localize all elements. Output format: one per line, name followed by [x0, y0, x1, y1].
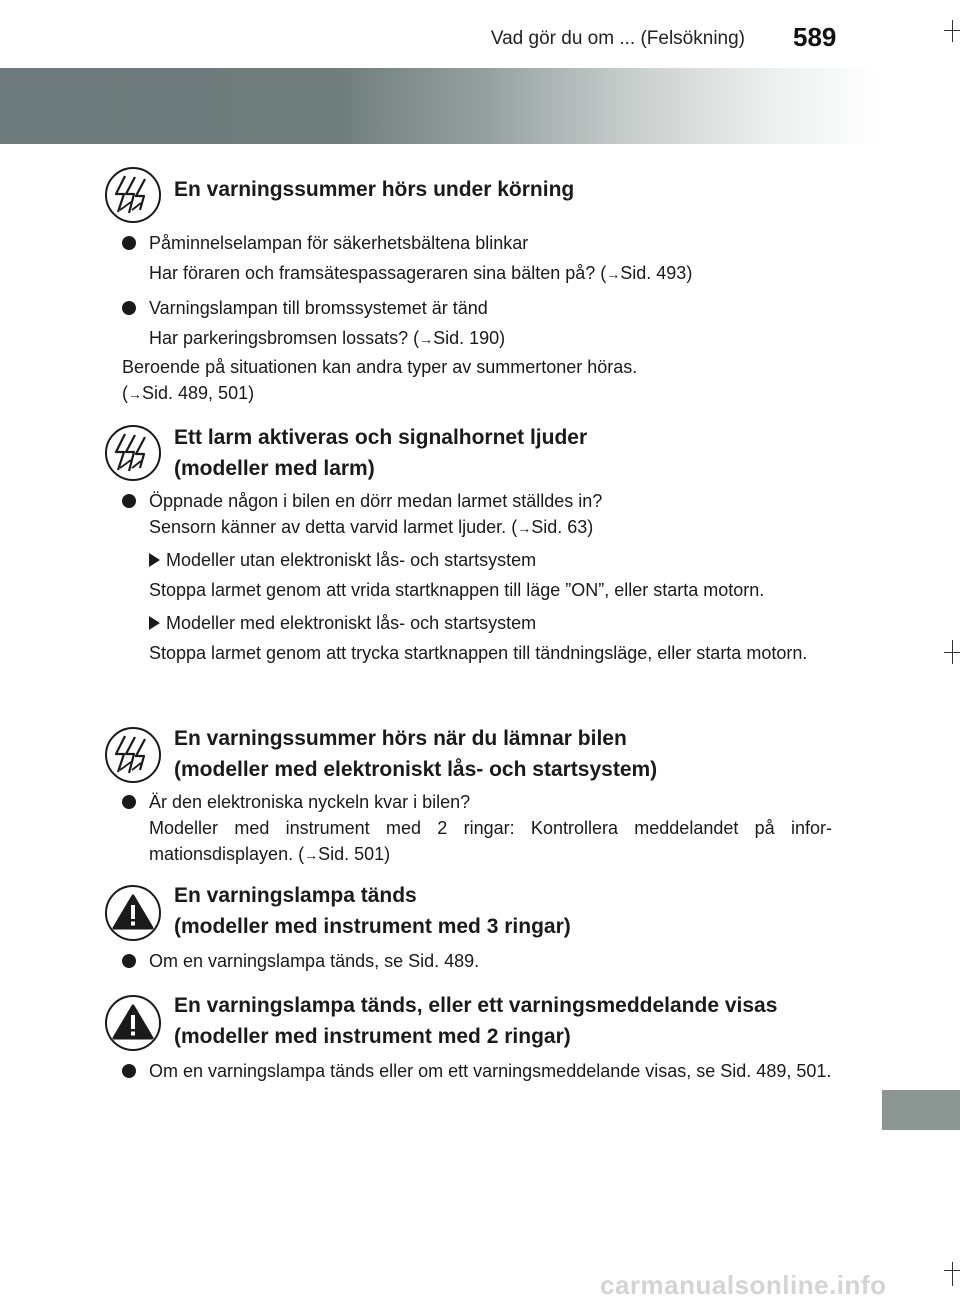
bullet-icon [122, 301, 136, 315]
buzzer-warning-icon [104, 726, 162, 784]
bullet-icon [122, 795, 136, 809]
bullet-icon [122, 1064, 136, 1078]
bullet-icon [122, 954, 136, 968]
list-item: Är den elektroniska nyckeln kvar i bilen? Modeller med instrument med 2 ringar: Kontrollera meddelandet på infor-mationsdisplayen. (→Sid. 501) [122, 789, 832, 868]
header-band [0, 68, 880, 144]
header-title: Vad gör du om ... (Felsökning) [490, 28, 745, 49]
section-seatbelt-buzzer [122, 166, 832, 407]
section-title: En varningssummer hörs när du lämnar bilen (modeller med elektroniskt lås- och startsystem) [174, 727, 658, 781]
list-item: Om en varningslampa tänds, se Sid. 489. [122, 948, 832, 974]
section-title: En varningssummer hörs under körning [174, 178, 575, 201]
side-tab [882, 1090, 960, 1130]
page-number: 589 [793, 22, 837, 52]
page-header [0, 22, 960, 62]
caution-triangle-icon [104, 884, 162, 942]
list-item: Varningslampan till bromssystemet är tänd Har parkeringsbromsen lossats? (→Sid. 190) [122, 295, 832, 352]
section-alarm [122, 422, 832, 665]
variant-label: Modeller med elektroniskt lås- och startsystem [122, 610, 832, 636]
section-warning-light-3 [122, 880, 832, 974]
section-leaving-car [122, 723, 832, 868]
caution-triangle-icon [104, 994, 162, 1052]
buzzer-warning-icon [104, 424, 162, 482]
section-note: Beroende på situationen kan andra typer av summertoner höras. (→Sid. 489, 501) [122, 357, 638, 403]
list-item: Om en varningslampa tänds eller om ett varningsmeddelande visas, se Sid. 489, 501. [122, 1058, 832, 1084]
section-warning-light-2 [122, 990, 832, 1084]
crop-mark [944, 1270, 960, 1271]
list-item: Öppnade någon i bilen en dörr medan larmet ställdes in? Sensorn känner av detta varvid larmet ljuder. (→Sid. 63) [122, 488, 832, 541]
variant-text: Stoppa larmet genom att vrida startknappen till läge ”ON”, eller starta motorn. [149, 580, 765, 600]
triangle-right-icon [149, 616, 160, 630]
crop-mark [944, 652, 960, 653]
section-title: Ett larm aktiveras och signalhornet ljuder (modeller med larm) [174, 426, 588, 480]
arrow-right-icon: → [304, 847, 319, 863]
arrow-right-icon: → [606, 266, 621, 282]
arrow-right-icon: → [419, 331, 434, 347]
bullet-icon [122, 236, 136, 250]
crop-mark [944, 30, 960, 31]
arrow-right-icon: → [517, 520, 532, 536]
section-title: En varningslampa tänds, eller ett varningsmeddelande visas (modeller med instrument med 2 ringar) [174, 994, 778, 1048]
bullet-icon [122, 494, 136, 508]
crop-mark [952, 20, 953, 42]
section-title: En varningslampa tänds (modeller med instrument med 3 ringar) [174, 884, 571, 938]
arrow-right-icon: → [128, 386, 142, 402]
watermark: carmanualsonline.info [600, 1270, 887, 1300]
buzzer-warning-icon [104, 166, 162, 224]
crop-mark [952, 1262, 953, 1286]
variant-text: Stoppa larmet genom att trycka startknappen till tändningsläge, eller starta motorn. [149, 643, 808, 663]
list-item: Påminnelselampan för säkerhetsbältena blinkar Har föraren och framsätespassageraren sina bälten på? (→Sid. 493) [122, 230, 832, 287]
triangle-right-icon [149, 553, 160, 567]
variant-label: Modeller utan elektroniskt lås- och startsystem [122, 547, 832, 573]
